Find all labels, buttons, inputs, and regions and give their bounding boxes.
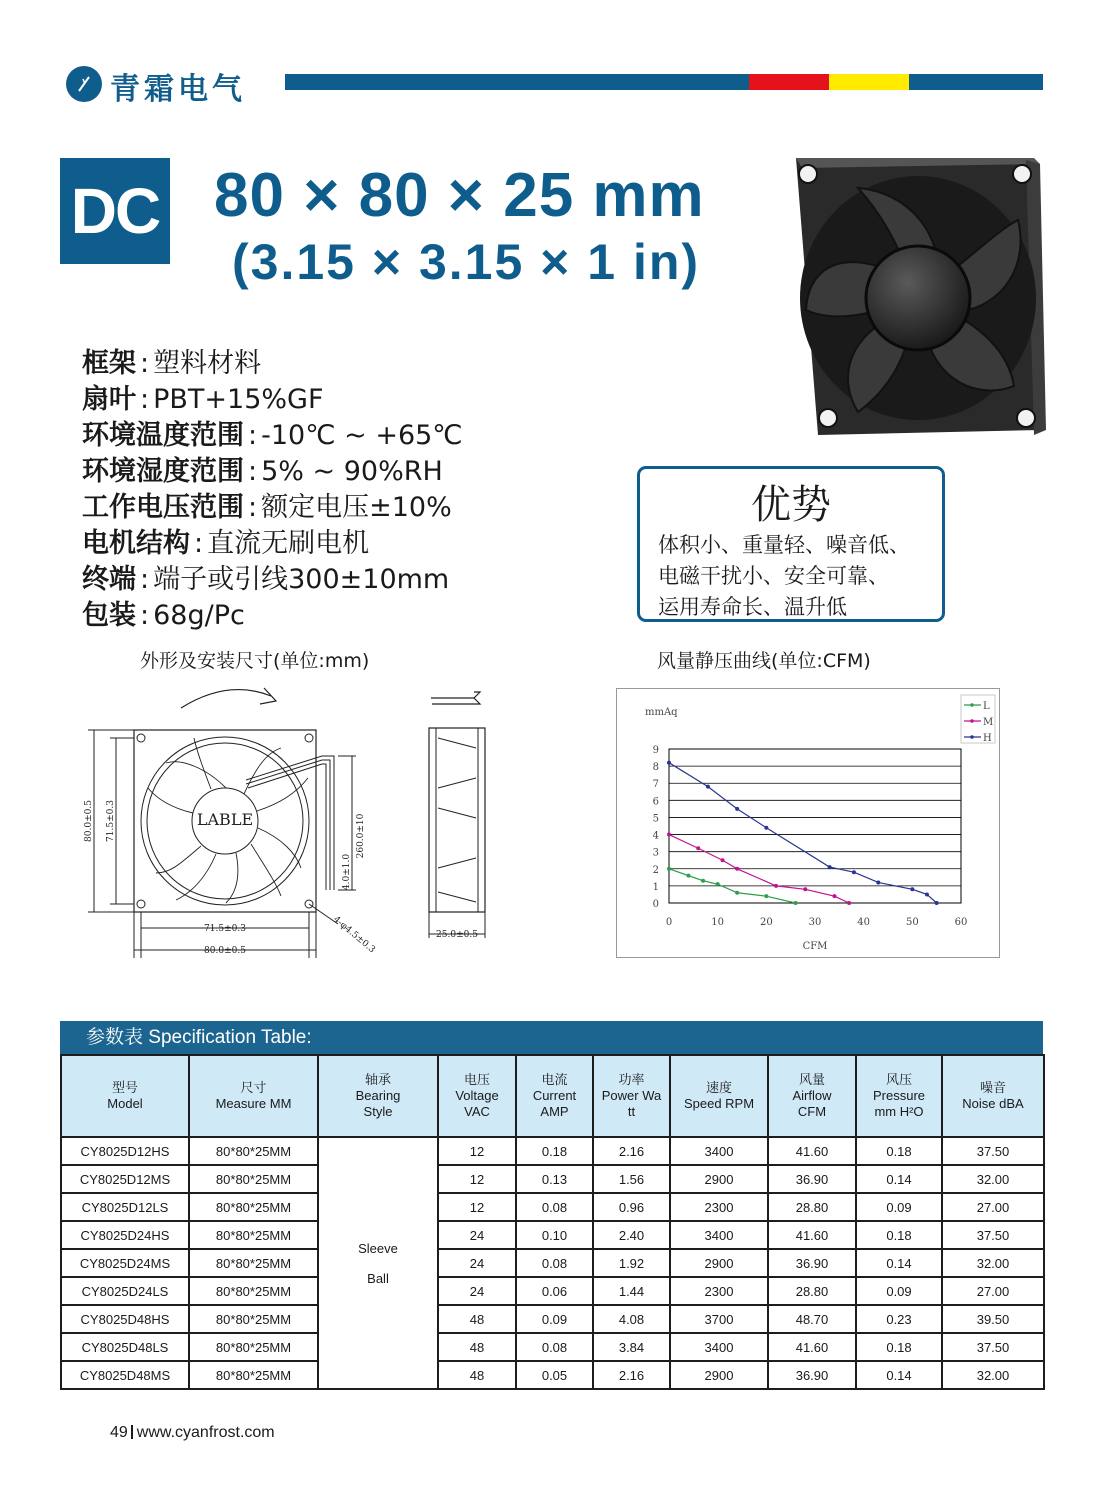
table-row bbox=[61, 1193, 1044, 1221]
data-point-h bbox=[828, 865, 832, 869]
table-title-bar bbox=[60, 1021, 1043, 1054]
table-cell: 36.90 bbox=[768, 1361, 856, 1389]
table-cell: 0.18 bbox=[856, 1221, 942, 1249]
table-cell: 41.60 bbox=[768, 1137, 856, 1165]
table-cell: 80*80*25MM bbox=[189, 1277, 318, 1305]
table-cell: 12 bbox=[438, 1193, 516, 1221]
table-cell: 0.14 bbox=[856, 1361, 942, 1389]
table-cell: CY8025D48HS bbox=[61, 1305, 189, 1333]
spec-frame: 框架 : 塑料材料 bbox=[82, 348, 262, 379]
data-point-h bbox=[935, 901, 939, 905]
table-cell: 4.08 bbox=[593, 1305, 670, 1333]
table-cell: 80*80*25MM bbox=[189, 1249, 318, 1277]
x-tick-label: 50 bbox=[905, 917, 919, 928]
table-cell: 0.13 bbox=[516, 1165, 593, 1193]
header-measure: 尺寸 Measure MM bbox=[189, 1055, 318, 1137]
table-cell: 2900 bbox=[670, 1249, 768, 1277]
data-point-l bbox=[735, 891, 739, 895]
table-cell: 0.18 bbox=[516, 1137, 593, 1165]
table-row bbox=[61, 1333, 1044, 1361]
table-cell: 0.14 bbox=[856, 1165, 942, 1193]
dim-lead-length: 260.0±10 bbox=[356, 813, 366, 859]
table-cell: 0.18 bbox=[856, 1333, 942, 1361]
y-tick-label: 5 bbox=[652, 813, 659, 825]
advantages-title: 优势 bbox=[751, 482, 831, 528]
legend-label-h: H bbox=[983, 733, 992, 744]
table-cell: 32.00 bbox=[942, 1249, 1044, 1277]
table-cell: 80*80*25MM bbox=[189, 1165, 318, 1193]
dim-thickness: 25.0±0.5 bbox=[436, 930, 478, 940]
table-cell: 37.50 bbox=[942, 1221, 1044, 1249]
table-cell: 1.92 bbox=[593, 1249, 670, 1277]
table-cell: 0.08 bbox=[516, 1249, 593, 1277]
dc-badge: DC bbox=[60, 158, 170, 264]
data-point-m bbox=[803, 887, 807, 891]
table-cell: 2300 bbox=[670, 1193, 768, 1221]
header-model: 型号 Model bbox=[61, 1055, 189, 1137]
table-cell: 2.16 bbox=[593, 1361, 670, 1389]
header-speed: 速度 Speed RPM bbox=[670, 1055, 768, 1137]
data-point-h bbox=[667, 761, 671, 765]
dimensions-caption: 外形及安装尺寸(单位:mm) bbox=[140, 650, 370, 672]
advantages-line: 电磁干扰小、安全可靠、 bbox=[658, 564, 889, 588]
table-cell: 2900 bbox=[670, 1165, 768, 1193]
data-point-h bbox=[910, 887, 914, 891]
table-cell: 0.09 bbox=[516, 1305, 593, 1333]
data-point-l bbox=[686, 874, 690, 878]
x-tick-label: 0 bbox=[665, 917, 673, 928]
table-cell: 37.50 bbox=[942, 1333, 1044, 1361]
size-metric: 80 × 80 × 25 mm bbox=[214, 161, 705, 230]
table-cell: 36.90 bbox=[768, 1165, 856, 1193]
table-cell: 80*80*25MM bbox=[189, 1137, 318, 1165]
table-cell: CY8025D24LS bbox=[61, 1277, 189, 1305]
legend-label-l: L bbox=[983, 701, 990, 712]
header-current: 电流 Current AMP bbox=[516, 1055, 593, 1137]
table-cell: 3.84 bbox=[593, 1333, 670, 1361]
data-point-l bbox=[716, 882, 720, 886]
legend-label-m: M bbox=[983, 717, 994, 728]
size-imperial: (3.15 × 3.15 × 1 in) bbox=[232, 234, 701, 290]
data-point-h bbox=[764, 826, 768, 830]
airflow-arrow bbox=[431, 692, 480, 698]
dim-height-hole: 71.5±0.3 bbox=[106, 800, 116, 842]
table-cell: 80*80*25MM bbox=[189, 1333, 318, 1361]
spec-list bbox=[82, 346, 463, 634]
advantages-box bbox=[637, 466, 945, 622]
table-cell: 28.80 bbox=[768, 1193, 856, 1221]
header-pressure: 风压 Pressure mm H²O bbox=[856, 1055, 942, 1137]
dim-width-outer: 80.0±0.5 bbox=[204, 946, 246, 956]
x-tick-label: 30 bbox=[808, 917, 822, 928]
table-cell: 80*80*25MM bbox=[189, 1361, 318, 1389]
table-cell: 32.00 bbox=[942, 1165, 1044, 1193]
table-cell: 1.56 bbox=[593, 1165, 670, 1193]
table-cell: 12 bbox=[438, 1137, 516, 1165]
dim-lead-gap: 4.0±1.0 bbox=[342, 853, 352, 891]
table-cell: 48 bbox=[438, 1305, 516, 1333]
spec-table bbox=[60, 1054, 1045, 1390]
table-cell: 39.50 bbox=[942, 1305, 1044, 1333]
page-footer bbox=[110, 1424, 275, 1442]
table-cell: 48 bbox=[438, 1361, 516, 1389]
table-cell: 28.80 bbox=[768, 1277, 856, 1305]
table-cell: 0.09 bbox=[856, 1277, 942, 1305]
dim-mounting-holes: 4-φ4.5±0.3 bbox=[331, 914, 377, 956]
table-cell: 48.70 bbox=[768, 1305, 856, 1333]
table-cell: 27.00 bbox=[942, 1277, 1044, 1305]
table-cell: 2900 bbox=[670, 1361, 768, 1389]
fan-photo bbox=[778, 150, 1048, 440]
legend-marker-h bbox=[970, 735, 974, 739]
header-bearing: 轴承 Bearing Style bbox=[318, 1055, 438, 1137]
data-point-h bbox=[925, 892, 929, 896]
table-row bbox=[61, 1305, 1044, 1333]
table-cell: 24 bbox=[438, 1249, 516, 1277]
table-cell: 0.96 bbox=[593, 1193, 670, 1221]
data-point-l bbox=[764, 894, 768, 898]
fan-outline-side bbox=[429, 728, 485, 912]
y-tick-label: 3 bbox=[652, 847, 659, 859]
header-airflow: 风量 Airflow CFM bbox=[768, 1055, 856, 1137]
table-cell: 80*80*25MM bbox=[189, 1305, 318, 1333]
pressure-curve-chart bbox=[616, 688, 1000, 958]
data-point-h bbox=[876, 880, 880, 884]
chart-svg bbox=[617, 689, 999, 957]
table-cell: 27.00 bbox=[942, 1193, 1044, 1221]
x-axis-label: CFM bbox=[802, 941, 828, 952]
table-title: 参数表 Specification Table: bbox=[86, 1027, 312, 1048]
data-point-l bbox=[794, 901, 798, 905]
y-tick-label: 7 bbox=[652, 779, 659, 791]
website-link[interactable]: www.cyanfrost.com bbox=[136, 1424, 275, 1441]
legend-marker-m bbox=[970, 719, 974, 723]
table-cell: CY8025D12LS bbox=[61, 1193, 189, 1221]
table-cell: CY8025D24HS bbox=[61, 1221, 189, 1249]
curve-caption: 风量静压曲线(单位:CFM) bbox=[657, 650, 871, 672]
y-tick-label: 1 bbox=[652, 881, 659, 893]
table-row bbox=[61, 1137, 1044, 1165]
table-cell: 3400 bbox=[670, 1137, 768, 1165]
table-cell: 0.10 bbox=[516, 1221, 593, 1249]
data-point-h bbox=[852, 870, 856, 874]
data-point-h bbox=[706, 785, 710, 789]
spec-temperature: 环境温度范围 : -10℃ ~ +65℃ bbox=[82, 420, 463, 451]
table-cell: 37.50 bbox=[942, 1137, 1044, 1165]
rotation-arrow bbox=[181, 690, 271, 708]
table-cell: 3400 bbox=[670, 1221, 768, 1249]
advantages-line: 运用寿命长、温升低 bbox=[658, 595, 847, 619]
table-cell: CY8025D48LS bbox=[61, 1333, 189, 1361]
dim-width-hole: 71.5±0.3 bbox=[204, 924, 246, 934]
x-tick-label: 40 bbox=[857, 917, 871, 928]
y-tick-label: 9 bbox=[652, 745, 659, 756]
table-cell: 1.44 bbox=[593, 1277, 670, 1305]
y-tick-label: 6 bbox=[652, 796, 659, 808]
table-cell: 0.08 bbox=[516, 1333, 593, 1361]
data-point-h bbox=[735, 807, 739, 811]
spec-motor: 电机结构 : 直流无刷电机 bbox=[82, 528, 370, 559]
table-cell: 36.90 bbox=[768, 1249, 856, 1277]
x-tick-label: 20 bbox=[759, 917, 773, 928]
table-cell: 12 bbox=[438, 1165, 516, 1193]
spec-blade: 扇叶 : PBT+15%GF bbox=[82, 384, 324, 415]
x-tick-label: 10 bbox=[711, 917, 725, 928]
data-point-m bbox=[696, 846, 700, 850]
data-point-l bbox=[701, 879, 705, 883]
spec-humidity: 环境湿度范围 : 5% ~ 90%RH bbox=[82, 456, 443, 487]
data-point-m bbox=[667, 833, 671, 837]
table-cell: 24 bbox=[438, 1221, 516, 1249]
data-point-m bbox=[774, 884, 778, 888]
x-tick-label: 60 bbox=[954, 917, 968, 928]
table-cell: 2.16 bbox=[593, 1137, 670, 1165]
table-cell: 0.18 bbox=[856, 1137, 942, 1165]
table-row bbox=[61, 1249, 1044, 1277]
page-number: 49 bbox=[110, 1424, 128, 1441]
table-cell: 0.06 bbox=[516, 1277, 593, 1305]
dimension-drawing bbox=[76, 668, 496, 968]
table-cell: 32.00 bbox=[942, 1361, 1044, 1389]
table-cell: 0.09 bbox=[856, 1193, 942, 1221]
leaf-icon bbox=[66, 66, 102, 102]
table-cell: 3400 bbox=[670, 1333, 768, 1361]
table-cell: 48 bbox=[438, 1333, 516, 1361]
spec-package: 包装 : 68g/Pc bbox=[82, 600, 245, 631]
bearing-cell: Sleeve Ball bbox=[318, 1137, 438, 1389]
spec-voltage: 工作电压范围 : 额定电压±10% bbox=[82, 492, 452, 523]
table-cell: CY8025D12MS bbox=[61, 1165, 189, 1193]
table-cell: 41.60 bbox=[768, 1333, 856, 1361]
table-cell: 24 bbox=[438, 1277, 516, 1305]
data-point-m bbox=[721, 858, 725, 862]
table-cell: 41.60 bbox=[768, 1221, 856, 1249]
table-cell: 0.08 bbox=[516, 1193, 593, 1221]
header-voltage: 电压 Voltage VAC bbox=[438, 1055, 516, 1137]
table-cell: 0.14 bbox=[856, 1249, 942, 1277]
table-cell: 2300 bbox=[670, 1277, 768, 1305]
brand-name: 青霜电气 bbox=[110, 72, 246, 107]
table-cell: CY8025D12HS bbox=[61, 1137, 189, 1165]
plot-frame bbox=[669, 749, 961, 903]
fan-label: LABLE bbox=[196, 810, 254, 829]
brand-logo bbox=[66, 66, 102, 102]
table-row bbox=[61, 1221, 1044, 1249]
data-point-m bbox=[735, 867, 739, 871]
advantages-line: 体积小、重量轻、噪音低、 bbox=[658, 533, 910, 557]
table-cell: 3700 bbox=[670, 1305, 768, 1333]
table-header-row bbox=[61, 1055, 1044, 1137]
header-power: 功率 Power Wa tt bbox=[593, 1055, 670, 1137]
y-tick-label: 4 bbox=[652, 830, 659, 842]
table-row bbox=[61, 1165, 1044, 1193]
y-tick-label: 0 bbox=[652, 899, 659, 910]
table-row bbox=[61, 1361, 1044, 1389]
table-cell: 80*80*25MM bbox=[189, 1221, 318, 1249]
dim-height-outer: 80.0±0.5 bbox=[84, 800, 94, 842]
table-cell: 2.40 bbox=[593, 1221, 670, 1249]
table-cell: CY8025D24MS bbox=[61, 1249, 189, 1277]
table-cell: 80*80*25MM bbox=[189, 1193, 318, 1221]
header-color-bar bbox=[285, 74, 1043, 90]
y-tick-label: 8 bbox=[652, 762, 659, 774]
data-point-m bbox=[832, 894, 836, 898]
y-axis-label: mmAq bbox=[645, 707, 678, 718]
table-cell: 0.23 bbox=[856, 1305, 942, 1333]
data-point-l bbox=[667, 867, 671, 871]
header-noise: 噪音 Noise dBA bbox=[942, 1055, 1044, 1137]
legend-marker-l bbox=[970, 703, 974, 707]
table-cell: CY8025D48MS bbox=[61, 1361, 189, 1389]
data-point-m bbox=[847, 901, 851, 905]
table-cell: 0.05 bbox=[516, 1361, 593, 1389]
table-row bbox=[61, 1277, 1044, 1305]
y-tick-label: 2 bbox=[652, 864, 659, 876]
spec-terminal: 终端 : 端子或引线300±10mm bbox=[82, 564, 450, 595]
